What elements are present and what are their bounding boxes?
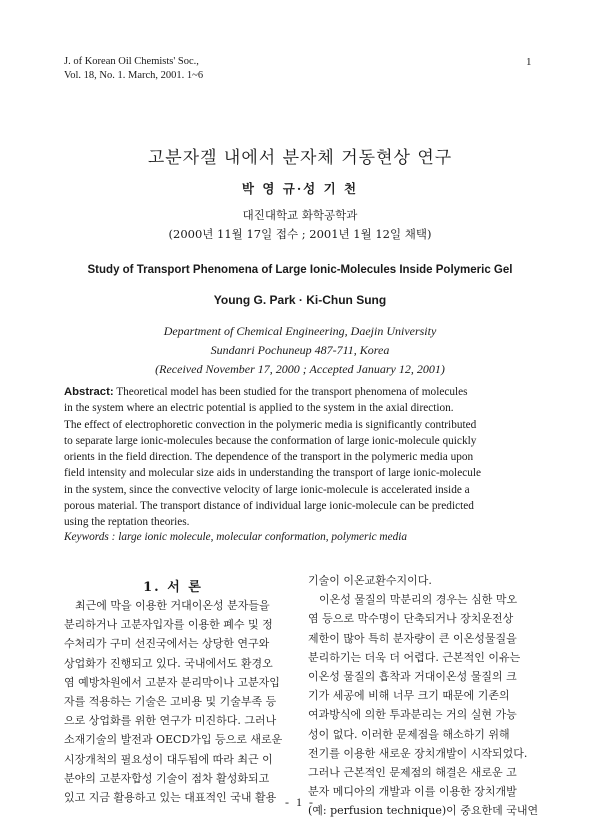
english-affiliation bbox=[0, 322, 600, 379]
abstract-line: using the reptation theories. bbox=[64, 516, 190, 529]
keywords-label: Keywords : bbox=[64, 531, 116, 543]
body-line: 염 예방차원에서 고분자 분리막이나 고분자입 bbox=[64, 675, 280, 689]
right-column-body bbox=[308, 571, 540, 821]
body-line: (예: perfusion technique)이 중요한데 국내연 bbox=[308, 804, 539, 818]
korean-affiliation: 대진대학교 화학공학과 bbox=[242, 208, 358, 222]
english-title: Study of Transport Phenomena of Large Ionic-Molecules Inside Polymeric Gel bbox=[87, 264, 513, 276]
body-line: 그러나 근본적인 문제점의 해결은 새로운 고 bbox=[308, 766, 517, 780]
english-authors: Young G. Park · Ki-Chun Sung bbox=[213, 293, 387, 307]
keywords bbox=[64, 531, 407, 543]
body-line: 제한이 많아 특히 분자량이 큰 이온성물질을 bbox=[308, 631, 517, 645]
body-line: 있고 지금 활용하고 있는 대표적인 국내 활용 bbox=[64, 791, 277, 805]
journal-line-1: J. of Korean Oil Chemists' Soc., bbox=[64, 56, 199, 67]
body-line: 이온성 물질의 흡착과 거대이온성 물질의 크 bbox=[308, 670, 517, 684]
abstract-line: in the system where an electric potential is applied to the system in the axial direction. bbox=[64, 402, 454, 415]
body-line: 기가 세공에 비해 너무 크기 때문에 기존의 bbox=[308, 689, 510, 703]
body-line: 성이 없다. 이러한 문제점을 해소하기 위해 bbox=[308, 727, 510, 741]
journal-line-2: Vol. 18, No. 1. March, 2001. 1~6 bbox=[64, 70, 204, 81]
abstract-line: porous material. The transport distance of individual large ionic-molecule can be predicted bbox=[64, 500, 474, 513]
body-line: 염 등으로 막수명이 단축되거나 장치운전상 bbox=[308, 612, 514, 626]
abstract-label: Abstract: bbox=[64, 386, 114, 398]
abstract-line: in the system, since the convective velocity of large ionic-molecule is accelerated inside a bbox=[64, 483, 470, 496]
affiliation-received: (Received November 17, 2000 ; Accepted January 12, 2001) bbox=[155, 362, 445, 376]
body-line: 상업화가 진행되고 있다. 국내에서도 환경오 bbox=[64, 656, 273, 670]
affiliation-department: Department of Chemical Engineering, Daejin University bbox=[163, 324, 437, 338]
page-number-bottom: - 1 - bbox=[285, 795, 315, 809]
korean-title: 고분자겔 내에서 분자체 거동현상 연구 bbox=[147, 148, 453, 168]
abstract-line: field intensity and molecular size aids in understanding the transport of large ionic-molecule bbox=[64, 467, 482, 480]
body-line: 여과방식에 의한 투과분리는 거의 실현 가능 bbox=[308, 708, 517, 722]
body-line: 분자 메디아의 개발과 이를 이용한 장치개발 bbox=[308, 785, 517, 799]
keywords-text: large ionic molecule, molecular conformation, polymeric media bbox=[118, 531, 408, 543]
body-line: 으로 상업화를 위한 연구가 미진하다. 그러나 bbox=[64, 714, 277, 728]
affiliation-address: Sundanri Pochuneup 487-711, Korea bbox=[210, 343, 390, 357]
body-line: 소재기술의 발전과 OECD가입 등으로 새로운 bbox=[64, 733, 283, 747]
section-heading-introduction: 1. 서 론 bbox=[143, 580, 203, 595]
body-line: 기술이 이온교환수지이다. bbox=[308, 574, 432, 587]
body-line: 최근에 막을 이용한 거대이온성 분자들을 bbox=[75, 599, 270, 612]
body-line: 자를 적용하는 기술은 고비용 및 기술부족 등 bbox=[64, 695, 277, 709]
korean-dates: (2000년 11월 17일 접수 ; 2001년 1월 12일 채택) bbox=[168, 227, 432, 241]
body-line: 시장개척의 필요성이 대두됨에 따라 최근 이 bbox=[64, 752, 273, 766]
body-line: 이온성 물질의 막분리의 경우는 심한 막오 bbox=[319, 593, 518, 607]
korean-authors: 박 영 규·성 기 천 bbox=[241, 181, 359, 196]
journal-citation bbox=[64, 55, 203, 83]
abstract-line: orients in the field direction. The dependence of the transport in the polymeric media upon bbox=[64, 451, 474, 464]
body-line: 분리하거나 고분자입자를 이용한 폐수 및 정 bbox=[64, 618, 273, 632]
body-line: 전기를 이용한 새로운 장치개발이 시작되었다. bbox=[308, 746, 528, 760]
abstract bbox=[64, 384, 546, 531]
body-line: 수처리가 구미 선진국에서는 상당한 연구와 bbox=[64, 637, 270, 651]
page-number-top: 1 bbox=[526, 56, 532, 68]
left-column-body bbox=[64, 596, 286, 807]
abstract-line: The effect of electrophoretic convection in the polymeric media is significantly contributed bbox=[64, 418, 477, 431]
body-line: 분리하기는 더욱 더 어렵다. 근본적인 이유는 bbox=[308, 650, 521, 664]
body-line: 분야의 고분자합성 기술이 점차 활성화되고 bbox=[64, 771, 270, 785]
abstract-line: Abstract: Theoretical model has been studied for the transport phenomena of molecules bbox=[64, 386, 468, 398]
abstract-line: to separate large ionic-molecules because the conformation of large ionic-molecule quickly bbox=[64, 434, 477, 447]
